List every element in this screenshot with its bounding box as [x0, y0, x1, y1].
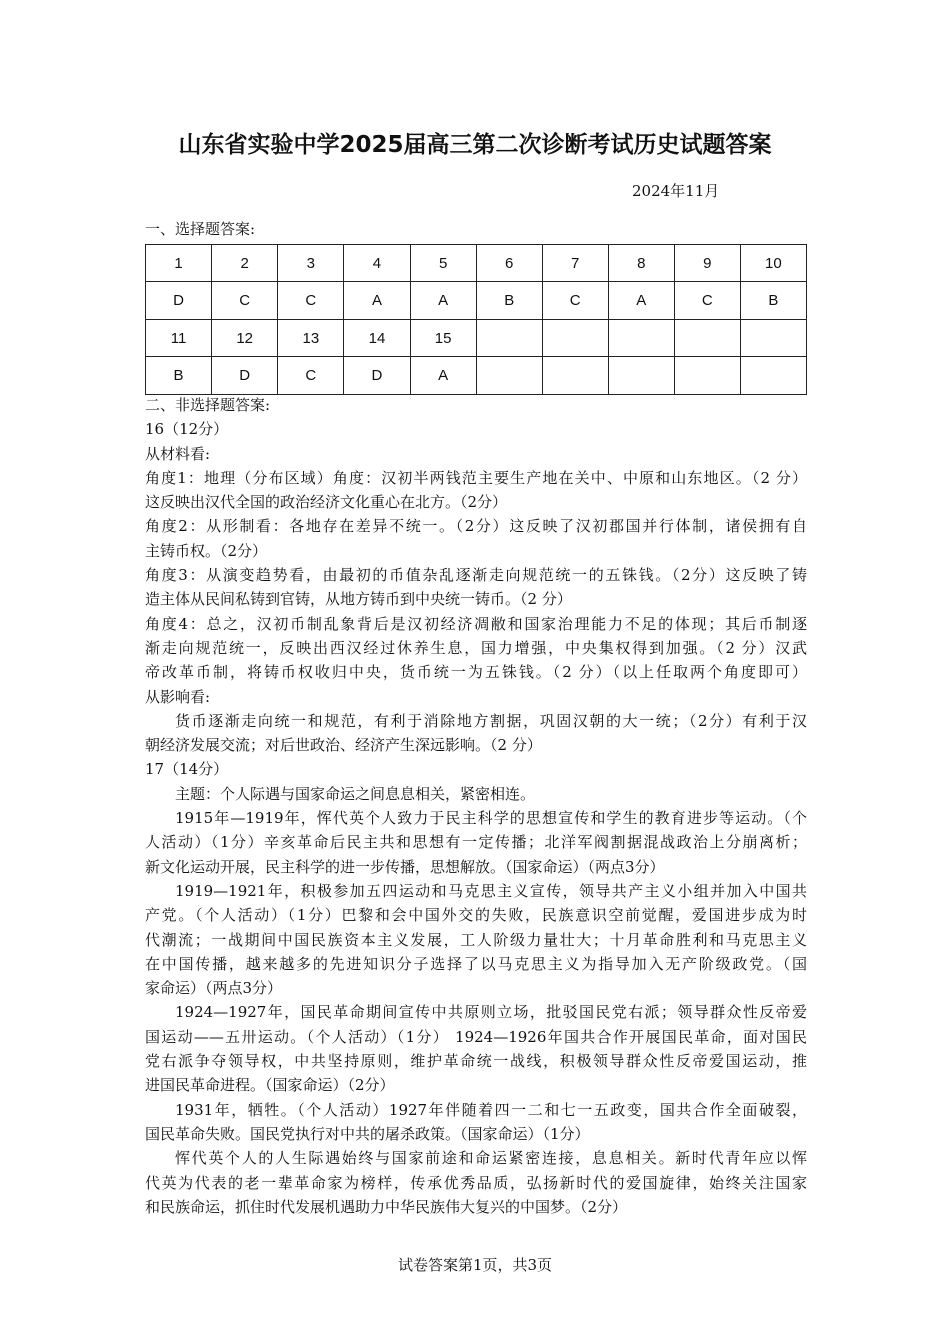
text-line: 新文化运动开展，民主科学的进一步传播，思想解放。（国家命运）（两点3分）	[145, 857, 665, 876]
text-line: 国运动——五卅运动。（个人活动）（1分） 1924—1926年国共合作开展国民革命，面对国民	[145, 1027, 807, 1046]
table-cell	[740, 357, 806, 395]
text-line: 人活动）（1分）辛亥革命后民主共和思想有一定传播；北洋军阀割据混战政治上分崩离析；	[145, 833, 807, 852]
table-cell: C	[674, 282, 740, 320]
text-line: 货币逐渐走向统一和规范，有利于消除地方割据，巩固汉朝的大一统；（2分）有利于汉	[175, 711, 807, 730]
text-line: 这反映出汉代全国的政治经济文化重心在北方。（2分）	[145, 493, 508, 512]
table-cell: 1	[146, 245, 212, 282]
text-line: 恽代英个人的人生际遇始终与国家前途和命运紧密连接，息息相关。新时代青年应以恽	[175, 1149, 807, 1168]
table-cell: 14	[344, 320, 410, 357]
text-line: 角度4：总之，汉初币制乱象背后是汉初经济凋敝和国家治理能力不足的体现；其后币制逐	[145, 614, 807, 633]
text-line: 角度1：地理（分布区域）角度：汉初半两钱范主要生产地在关中、中原和山东地区。（2 分）	[145, 468, 807, 487]
text-line: 代英为代表的老一辈革命家为榜样，传承优秀品质，弘扬新时代的爱国旋律，始终关注国家	[145, 1173, 807, 1192]
table-cell: D	[212, 357, 278, 395]
text-line: 从影响看:	[145, 687, 211, 706]
table-cell	[476, 357, 542, 395]
table-row	[146, 357, 807, 395]
table-cell	[476, 320, 542, 357]
table-cell	[542, 320, 608, 357]
table-cell: A	[410, 357, 476, 395]
table-cell: B	[740, 282, 806, 320]
table-cell	[608, 320, 674, 357]
table-cell: 5	[410, 245, 476, 282]
text-line: 角度2：从形制看：各地存在差异不统一。（2分）这反映了汉初郡国并行体制，诸侯拥有自	[145, 517, 807, 536]
text-line: 帝改革币制，将铸币权收归中央，货币统一为五铢钱。（2 分）（以上任取两个角度即可）	[145, 663, 807, 682]
page-title: 山东省实验中学2025届高三第二次诊断考试历史试题答案	[178, 132, 772, 158]
table-cell: 12	[212, 320, 278, 357]
table-cell: 3	[278, 245, 344, 282]
text-line: 从材料看:	[145, 444, 211, 463]
text-line: 二、非选择题答案:	[145, 396, 271, 414]
table-cell: C	[542, 282, 608, 320]
text-line: 1924—1927年，国民革命期间宣传中共原则立场，批驳国民党右派；领导群众性反帝爱	[175, 1003, 807, 1022]
page-footer: 试卷答案第1页，共3页	[397, 1256, 553, 1274]
table-cell: 2	[212, 245, 278, 282]
text-line: 代潮流；一战期间中国民族资本主义发展，工人阶级力量壮大；十月革命胜利和马克思主义	[145, 930, 807, 949]
table-row	[146, 320, 807, 357]
text-line: 党右派争夺领导权，中共坚持原则，维护革命统一战线，积极领导群众性反帝爱国运动，推	[145, 1052, 807, 1071]
text-line: 和民族命运，抓住时代发展机遇助力中华民族伟大复兴的中国梦。（2分）	[145, 1197, 628, 1216]
table-cell: A	[410, 282, 476, 320]
table-cell	[542, 357, 608, 395]
text-line: 渐走向规范统一，反映出西汉经过休养生息，国力增强，中央集权得到加强。（2 分）汉武	[145, 638, 807, 657]
table-cell	[608, 357, 674, 395]
text-line: 国民革命失败。国民党执行对中共的屠杀政策。（国家命运）（1分）	[145, 1124, 590, 1143]
table-cell	[674, 320, 740, 357]
text-line: 16（12分）	[145, 420, 229, 439]
table-cell: 10	[740, 245, 806, 282]
text-line: 角度3：从演变趋势看，由最初的币值杂乱逐渐走向规范统一的五铢钱。（2分）这反映了铸	[145, 566, 807, 585]
text-line: 造主体从民间私铸到官铸，从地方铸币到中央统一铸币。（2 分）	[145, 590, 572, 609]
answer-table	[145, 244, 807, 395]
table-cell: D	[344, 357, 410, 395]
text-line: 主铸币权。（2分）	[145, 541, 268, 560]
text-line: 进国民革命进程。（国家命运）（2分）	[145, 1076, 395, 1095]
table-cell: 15	[410, 320, 476, 357]
table-cell: A	[608, 282, 674, 320]
text-line: 1919—1921年，积极参加五四运动和马克思主义宣传，领导共产主义小组并加入中国共	[175, 881, 807, 900]
table-cell: C	[278, 282, 344, 320]
table-cell: 13	[278, 320, 344, 357]
table-cell: 11	[146, 320, 212, 357]
text-line: 主题：个人际遇与国家命运之间息息相关，紧密相连。	[175, 784, 536, 803]
table-cell: B	[146, 357, 212, 395]
table-cell	[740, 320, 806, 357]
table-cell: C	[278, 357, 344, 395]
text-line: 1915年—1919年，恽代英个人致力于民主科学的思想宣传和学生的教育进步等运动。（个	[175, 809, 807, 828]
answer-body	[145, 393, 807, 1219]
table-row	[146, 282, 807, 320]
table-cell: B	[476, 282, 542, 320]
text-line: 朝经济发展交流；对后世政治、经济产生深远影响。（2 分）	[145, 736, 542, 755]
table-cell: 8	[608, 245, 674, 282]
table-cell: D	[146, 282, 212, 320]
table-cell: 6	[476, 245, 542, 282]
table-cell: 4	[344, 245, 410, 282]
table-cell: A	[344, 282, 410, 320]
exam-date: 2024年11月	[632, 182, 720, 200]
text-line: 1931年，牺牲。（个人活动）1927年伴随着四一二和七一五政变，国共合作全面破裂，	[175, 1100, 807, 1119]
text-line: 在中国传播，越来越多的先进知识分子选择了以马克思主义为指导加入无产阶级政党。（国	[145, 954, 807, 973]
text-line: 产党。（个人活动）（1分）巴黎和会中国外交的失败，民族意识空前觉醒，爱国进步成为时	[145, 906, 807, 925]
table-cell: 9	[674, 245, 740, 282]
table-row	[146, 245, 807, 282]
text-line: 家命运）（两点3分）	[145, 979, 283, 998]
section-heading-choice: 一、选择题答案:	[145, 220, 256, 238]
table-cell: 7	[542, 245, 608, 282]
text-line: 17（14分）	[145, 760, 229, 779]
table-cell	[674, 357, 740, 395]
table-cell: C	[212, 282, 278, 320]
